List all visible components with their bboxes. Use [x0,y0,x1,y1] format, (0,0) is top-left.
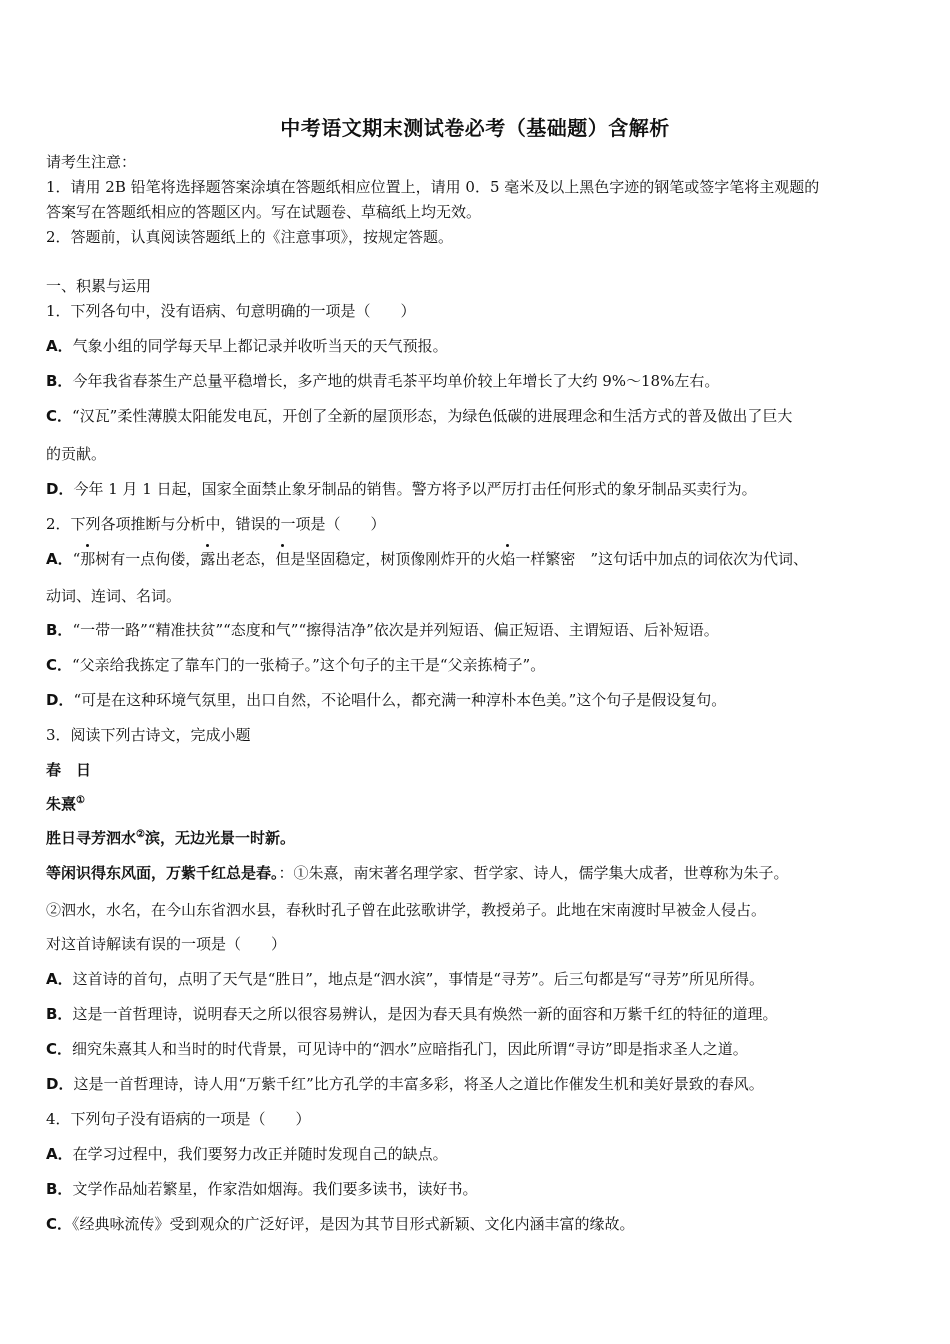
option-text: 这是一首哲理诗，诗人用“万紫千红”比方孔学的丰富多彩，将圣人之道比作催发生机和美好景致的春风。 [73,1075,764,1093]
option-label: D． [46,1075,74,1093]
dotted-word: 焰 [500,550,516,568]
notice-item-2: 2．答题前，认真阅读答题纸上的《注意事项》，按规定答题。 [46,228,454,246]
option-text: 今年我省春茶生产总量平稳增长，多产地的烘青毛茶平均单价较上年增长了大约 9%～18%左右。 [72,372,720,390]
author-name: 朱熹 [46,795,77,813]
q2-option-d [46,690,726,710]
option-text: 《经典咏流传》受到观众的广泛好评，是因为其节目形式新颖、文化内涵丰富的缘故。 [72,1215,635,1233]
option-label: C． [46,407,73,425]
footnote-marker: ② [136,829,145,840]
option-label: D． [46,691,74,709]
option-text: 出老态， [215,550,276,568]
footnote-marker: ① [76,795,85,806]
q1-option-d [46,479,757,499]
option-text: 是坚固稳定，树顶像刚炸开的火 [290,550,501,568]
q3-option-d [46,1074,764,1094]
q1-option-c [46,406,792,426]
option-text: “父亲给我拣定了靠车门的一张椅子。”这个句子的主干是“父亲拣椅子”。 [72,656,546,674]
q4-option-b [46,1179,477,1199]
q3-option-a [46,969,764,989]
option-label: B． [46,372,73,390]
q4-option-c [46,1214,635,1234]
dotted-word: 露 [200,550,216,568]
verse-text: 胜日寻芳泗水 [46,829,137,847]
footnote-text: ：①朱熹，南宋著名理学家、哲学家、诗人，儒学集大成者，世尊称为朱子。 [278,864,789,882]
dotted-word: 但 [275,550,291,568]
poem-author [46,794,85,814]
option-label: C． [46,1040,73,1058]
option-text: “ [72,550,81,568]
q3-sub-stem: 对这首诗解读有误的一项是（ ） [46,935,287,953]
q1-option-b [46,371,719,391]
option-label: A． [46,1145,73,1163]
q2-stem: 2．下列各项推断与分析中，错误的一项是（ ） [46,515,386,533]
option-label: B． [46,1005,73,1023]
poem-title: 春 日 [46,761,92,779]
poem-verse-2 [46,863,789,883]
q4-stem: 4．下列句子没有语病的一项是（ ） [46,1110,311,1128]
option-label: A． [46,550,73,568]
q2-option-c [46,655,545,675]
verse-text: 滨，无边光景一时新。 [144,829,295,847]
option-text: 这首诗的首句，点明了天气是“胜日”，地点是“泗水滨”，事情是“寻芳”。后三句都是写“寻芳”所见所得。 [72,970,764,988]
option-text: “一带一路”“精准扶贫”“态度和气”“擦得洁净”依次是并列短语、偏正短语、主谓短语、后补短语。 [72,621,719,639]
page-title: 中考语文期末测试卷必考（基础题）含解析 [280,116,670,140]
option-label: B． [46,621,73,639]
option-text: 在学习过程中，我们要努力改正并随时发现自己的缺点。 [72,1145,448,1163]
q2-option-a-cont: 动词、连词、名词。 [46,587,182,605]
option-text: 树有一点佝偻， [95,550,201,568]
option-text: 这是一首哲理诗，说明春天之所以很容易辨认，是因为春天具有焕然一新的面容和万紫千红的特征的道理。 [72,1005,778,1023]
notice-heading: 请考生注意： [46,153,137,171]
option-text: 细究朱熹其人和当时的时代背景，可见诗中的“泗水”应暗指孔门，因此所谓“寻访”即是指求圣人之道。 [72,1040,748,1058]
q3-option-c [46,1039,748,1059]
option-label: B． [46,1180,73,1198]
q4-option-a [46,1144,448,1164]
section-heading: 一、积累与运用 [46,277,152,295]
option-label: A． [46,337,73,355]
notice-item-1: 1．请用 2B 铅笔将选择题答案涂填在答题纸相应位置上，请用 0．5 毫米及以上黑色字迹的钢笔或签字笔将主观题的 [46,178,820,196]
footnote-2: ②泗水，水名，在今山东省泗水县，春秋时孔子曾在此弦歌讲学，教授弟子。此地在宋南渡时早被金人侵占。 [46,901,767,919]
option-label: A． [46,970,73,988]
option-text: “可是在这种环境气氛里，出口自然，不论唱什么，都充满一种淳朴本色美。”这个句子是假设复句。 [73,691,727,709]
q1-stem: 1．下列各句中，没有语病、句意明确的一项是（ ） [46,302,416,320]
q1-option-a [46,336,448,356]
option-text: 一样繁密 ”这句话中加点的词依次为代词、 [515,550,809,568]
option-label: C． [46,656,73,674]
verse-text: 等闲识得东风面，万紫千红总是春。 [46,864,279,882]
option-text: 文学作品灿若繁星，作家浩如烟海。我们要多读书，读好书。 [72,1180,478,1198]
option-text: 今年 1 月 1 日起，国家全面禁止象牙制品的销售。警方将予以严厉打击任何形式的象牙制品买卖行为。 [73,480,757,498]
q3-stem: 3．阅读下列古诗文，完成小题 [46,726,251,744]
option-label: D． [46,480,74,498]
q1-option-c-cont: 的贡献。 [46,445,107,463]
q2-option-b [46,620,719,640]
dotted-word: 那 [80,550,96,568]
poem-verse-1 [46,828,295,848]
option-text: “汉瓦”柔性薄膜太阳能发电瓦，开创了全新的屋顶形态，为绿色低碳的进展理念和生活方式的普及做出了巨大 [72,407,793,425]
option-text: 气象小组的同学每天早上都记录并收听当天的天气预报。 [72,337,448,355]
q3-option-b [46,1004,777,1024]
notice-item-1-cont: 答案写在答题纸相应的答题区内。写在试题卷、草稿纸上均无效。 [46,203,482,221]
option-label: C． [46,1215,73,1233]
q2-option-a [46,549,808,569]
